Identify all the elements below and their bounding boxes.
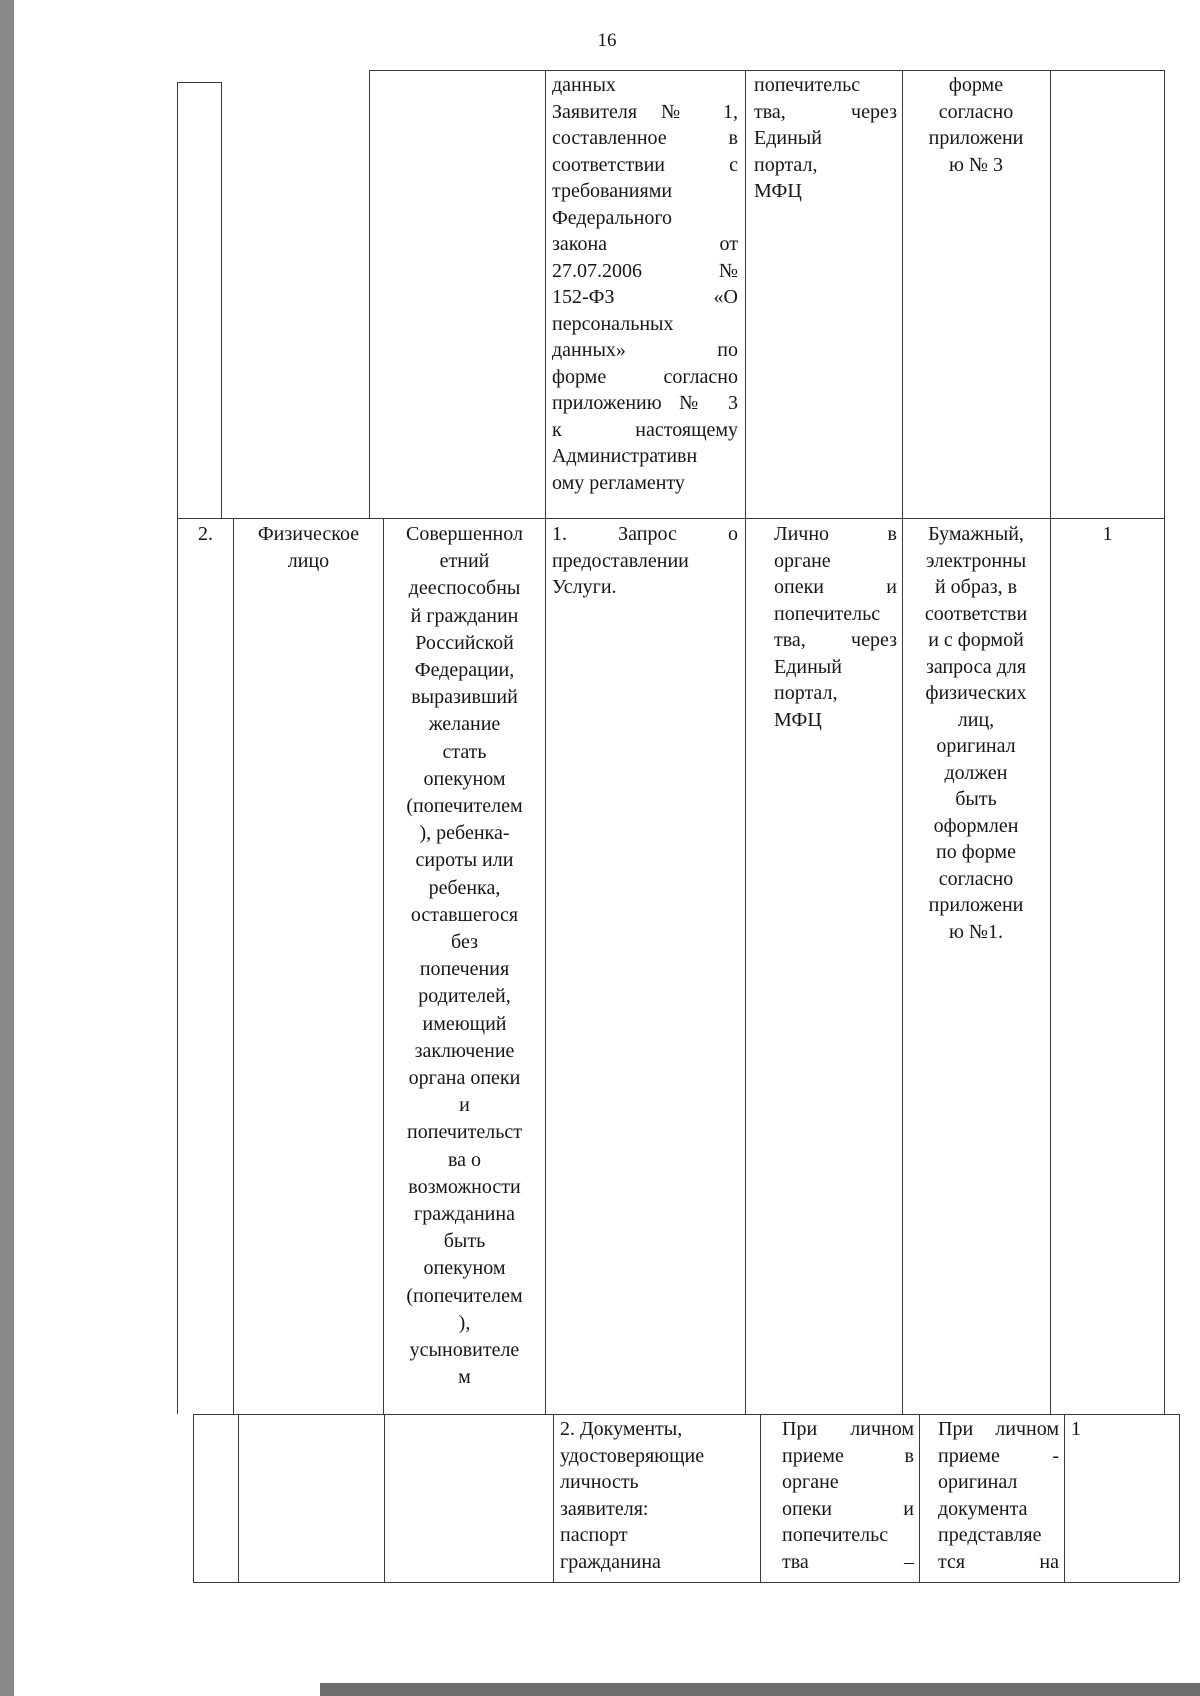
row2-desc-line: быть	[443, 1230, 486, 1253]
row2-desc-line: родителей,	[418, 985, 511, 1008]
row2-count: 1	[1102, 523, 1113, 545]
row2-desc-line: (попечителем	[406, 795, 523, 818]
row1-documents-line: требованиями	[552, 180, 673, 202]
row2-requirements	[904, 521, 1048, 945]
row3-req-line: документа	[938, 1497, 1028, 1520]
row2-req-line: согласно	[938, 867, 1014, 890]
row3-submission-method	[782, 1416, 914, 1575]
row2-desc-line: попечения	[419, 958, 510, 981]
row2-desc-line: стать	[442, 740, 487, 763]
row1-req-line: ю № 3	[948, 153, 1004, 176]
row2-desc-line: ), ребенка-	[419, 822, 510, 845]
row2-documents	[552, 521, 738, 601]
row1-method-line: попечительс	[754, 74, 861, 96]
row1-documents-line: к настоящему	[552, 418, 738, 441]
row2-req-line: Бумажный,	[928, 523, 1024, 545]
row2-method-line: попечительс	[774, 602, 881, 625]
page-number: 16	[597, 30, 617, 51]
row2-desc-line: заключение	[414, 1039, 515, 1062]
row2-applicant-description	[384, 521, 545, 1392]
row2-method-line: тва, через	[774, 629, 897, 651]
row3-documents-line: паспорт	[560, 1524, 628, 1546]
row3-count: 1	[1071, 1418, 1081, 1440]
row2-desc-line: сироты или	[415, 849, 514, 872]
row2-req-line: соответстви	[924, 602, 1028, 625]
document-page	[14, 0, 1200, 1696]
row3-requirements	[938, 1416, 1059, 1575]
row2-desc-line: Совершеннол	[406, 523, 523, 545]
row2-desc-line: желание	[428, 713, 501, 736]
row2-desc-line: Федерации,	[414, 659, 515, 682]
row2-desc-line: (попечителем	[406, 1284, 523, 1307]
row2-documents-line: Услуги.	[552, 576, 617, 598]
row2-method-line: Лично в	[774, 523, 897, 545]
row1-documents-line: персональных	[552, 312, 674, 335]
row2-desc-line: етний	[439, 550, 490, 573]
row1-requirements	[907, 72, 1045, 178]
row1-req-line: согласно	[938, 100, 1014, 123]
row2-desc-line: усыновителе	[409, 1339, 520, 1362]
row3-req-line: приеме -	[938, 1444, 1059, 1467]
row2-desc-line: ва о	[447, 1148, 482, 1171]
row3-req-line: представляе	[938, 1524, 1042, 1546]
row3-documents	[560, 1416, 752, 1575]
row1-documents-line: ому регламенту	[552, 471, 685, 494]
row2-number: 2.	[198, 523, 213, 545]
row3-req-line: При личном	[938, 1418, 1059, 1440]
row2-category-line: Физическое	[257, 523, 360, 545]
row2-desc-line: без	[451, 931, 478, 954]
row2-req-line: по форме	[936, 841, 1016, 863]
row2-desc-line: дееспособны	[408, 577, 521, 600]
row2-desc-line: органа опеки	[408, 1067, 521, 1090]
row1-documents-line: 152-ФЗ «О	[552, 286, 738, 308]
row2-documents-line: 1. Запрос о	[552, 523, 738, 545]
row1-documents-line: составленное в	[552, 127, 738, 149]
row2-desc-line: й гражданин	[410, 604, 519, 627]
row3-documents-line: удостоверяющие	[560, 1444, 705, 1467]
row1-documents-line: Заявителя № 1,	[552, 100, 738, 123]
row1-req-line: форме	[948, 74, 1004, 96]
row1-documents-line: 27.07.2006 №	[552, 259, 738, 282]
row1-documents	[552, 72, 738, 496]
row1-documents-line: данных	[552, 74, 616, 96]
row1-documents-line: Административн	[552, 445, 698, 467]
row2-method-line: Единый	[774, 655, 842, 678]
row2-method-line: МФЦ	[774, 708, 822, 731]
row2-desc-line: выразивший	[411, 686, 518, 709]
row2-desc-line: ),	[458, 1311, 471, 1334]
row1-req-line: приложени	[928, 127, 1024, 149]
row2-desc-line: гражданина	[414, 1203, 515, 1226]
row2-req-line: ю №1.	[948, 920, 1004, 943]
row3-documents-line: заявителя:	[560, 1497, 649, 1520]
row3-method-line: попечительс	[782, 1524, 889, 1546]
row2-desc-line: опекуном	[423, 1257, 506, 1280]
row2-method-line: органе	[774, 549, 831, 572]
row2-applicant-category	[234, 521, 383, 574]
row1-documents-line: Федерального	[552, 206, 673, 229]
row1-documents-line: закона от	[552, 233, 738, 255]
row3-documents-line: гражданина	[560, 1550, 661, 1573]
row3-req-line: тся на	[938, 1550, 1059, 1573]
row2-req-line: й образ, в	[934, 576, 1018, 598]
row3-documents-line: личность	[560, 1471, 639, 1493]
row2-category-line: лицо	[287, 549, 330, 572]
row2-req-line: оригинал	[936, 735, 1016, 757]
row2-desc-line: м	[458, 1366, 471, 1389]
row2-documents-line: предоставлении	[552, 549, 689, 572]
row2-req-line: лиц,	[957, 708, 995, 731]
row2-req-line: оформлен	[933, 814, 1019, 837]
row1-documents-line: соответствии с	[552, 153, 738, 176]
row1-documents-line: форме согласно	[552, 365, 738, 388]
row3-method-line: приеме в	[782, 1444, 914, 1467]
row2-desc-line: и	[459, 1094, 470, 1117]
row1-method-line: Единый	[754, 127, 822, 149]
row2-req-line: запроса для	[925, 655, 1027, 678]
row3-req-line: оригинал	[938, 1471, 1018, 1493]
row2-desc-line: возможности	[408, 1175, 521, 1198]
row1-documents-line: приложению № 3	[552, 392, 738, 414]
row2-req-line: быть	[955, 788, 997, 810]
row2-desc-line: попечительст	[407, 1121, 522, 1144]
row3-method-line: опеки и	[782, 1497, 914, 1520]
row2-req-line: и с формой	[928, 629, 1024, 651]
row2-desc-line: ребенка,	[428, 876, 501, 899]
row2-req-line: приложени	[928, 894, 1024, 916]
row1-method-line: МФЦ	[754, 180, 802, 202]
row3-method-line: органе	[782, 1471, 839, 1493]
row1-method-line: тва, через	[754, 100, 897, 123]
scan-edge-shadow	[320, 1683, 1200, 1696]
row2-desc-line: Российской	[415, 631, 514, 654]
row2-req-line: электронны	[925, 549, 1027, 572]
row2-method-line: портал,	[774, 682, 838, 704]
row2-desc-line: имеющий	[422, 1012, 507, 1035]
row2-req-line: физических	[925, 682, 1027, 704]
row2-submission-method	[774, 521, 897, 733]
row2-method-line: опеки и	[774, 576, 897, 598]
row3-method-line: тва –	[782, 1550, 914, 1573]
row1-method-line: портал,	[754, 153, 818, 176]
row1-documents-line: данных» по	[552, 339, 738, 361]
row2-desc-line: опекуном	[423, 767, 506, 790]
row3-method-line: При личном	[782, 1418, 914, 1440]
row2-req-line: должен	[944, 761, 1008, 784]
row2-desc-line: оставшегося	[410, 903, 519, 926]
row1-submission-method	[754, 72, 897, 205]
row3-documents-line: 2. Документы,	[560, 1418, 683, 1440]
